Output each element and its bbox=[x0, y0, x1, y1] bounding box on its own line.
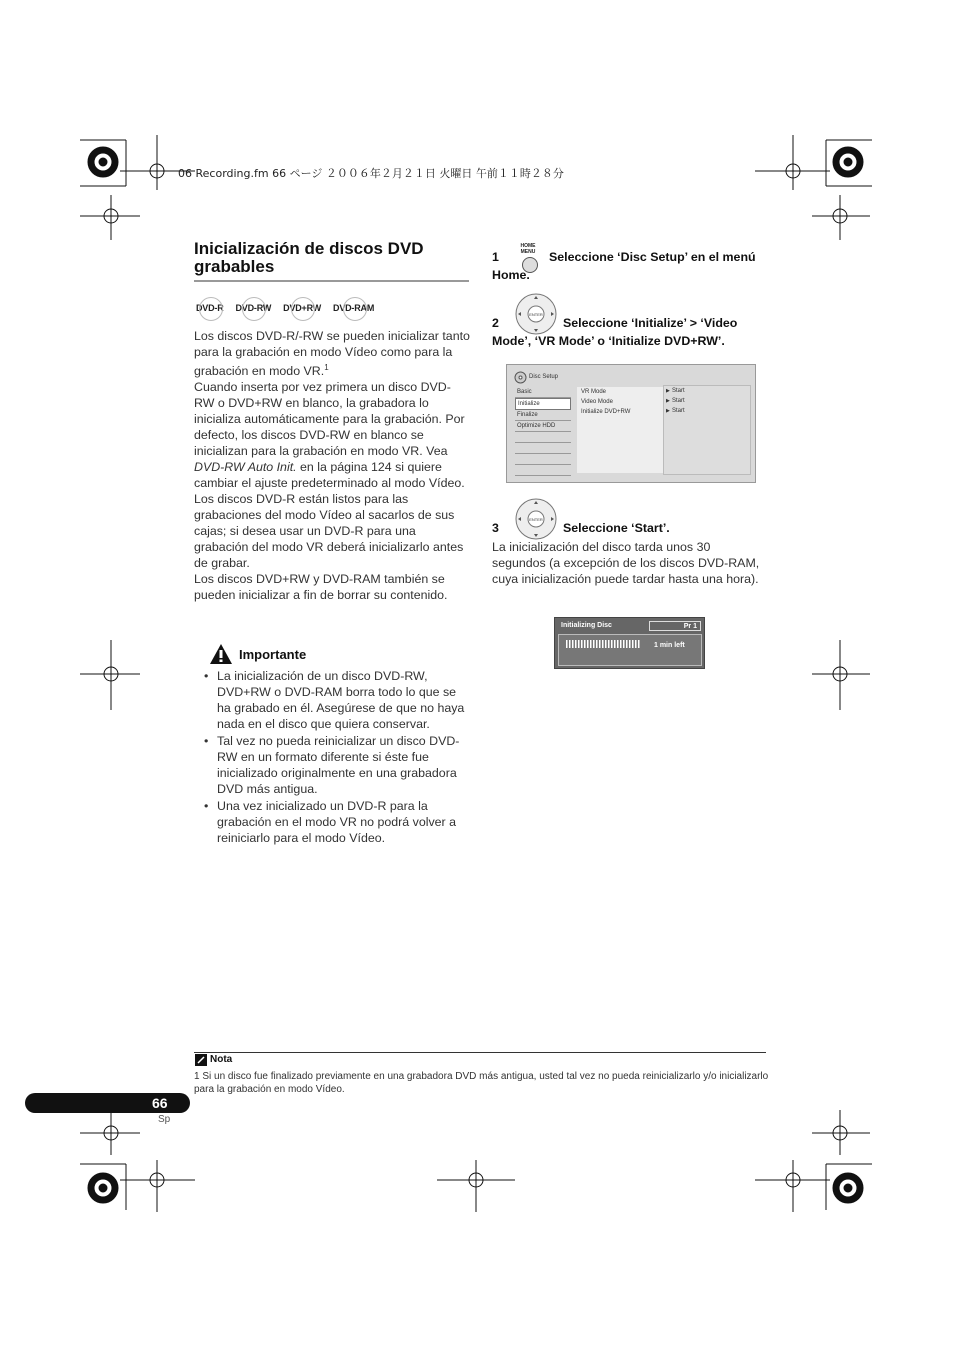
disc-setup-icon bbox=[514, 371, 527, 384]
start-button[interactable]: ▶ Start bbox=[664, 386, 750, 396]
nota-label: Nota bbox=[210, 1054, 233, 1065]
step-3-description: La inicialización del disco tarda unos 30 segundos (a excepción de los discos DVD-RAM, cuya inicialización puede tardar hasta una hora). bbox=[492, 540, 760, 586]
progress-bar bbox=[566, 640, 640, 648]
page-number: 66 bbox=[152, 1095, 168, 1111]
footnote: 1 Si un disco fue finalizado previamente en una grabadora DVD más antigua, usted tal vez no pueda reinicializarlo y/o inicializarlo para la grabación en modo Vídeo. bbox=[194, 1071, 769, 1095]
menu-item-initialize[interactable]: Initialize bbox=[515, 398, 571, 410]
screen-title: Disc Setup bbox=[529, 374, 559, 380]
list-item: • Una vez inicializado un DVD-R para la grabación en el modo VR no podrá volver a reiniciarlo para el modo Vídeo. bbox=[204, 798, 472, 846]
option-vr-mode[interactable]: VR Mode bbox=[581, 389, 607, 395]
hand-warning-icon bbox=[209, 643, 233, 665]
start-actions bbox=[663, 385, 751, 475]
program-indicator: Pr 1 bbox=[649, 621, 701, 631]
initializing-disc-screen bbox=[554, 617, 705, 669]
option-video-mode[interactable]: Video Mode bbox=[581, 399, 613, 405]
initialize-options bbox=[577, 387, 663, 473]
badge-dvd-plus-rw: DVD+RW bbox=[283, 303, 322, 313]
intro-paragraph-1: Los discos DVD-R/-RW se pueden inicializar tanto para la grabación en modo Vídeo como para la grabación en modo VR.$^1$ bbox=[194, 329, 470, 379]
intro-paragraph-4: Los discos DVD+RW y DVD-RAM también se pueden inicializar a fin de borrar su contenido. bbox=[194, 572, 448, 603]
important-label: Importante bbox=[239, 647, 307, 662]
section-title: Inicialización de discos DVD grabables bbox=[194, 239, 424, 276]
title-divider bbox=[194, 280, 469, 282]
step-3: 3 Seleccione ‘Start’. bbox=[492, 521, 670, 535]
badge-dvd-r: DVD-R bbox=[196, 303, 224, 313]
menu-item-basic[interactable]: Basic bbox=[515, 387, 571, 398]
menu-item-finalize[interactable]: Finalize bbox=[515, 410, 571, 421]
time-left: 1 min left bbox=[654, 642, 685, 649]
intro-paragraph-2: Cuando inserta por vez primera un disco DVD-RW o DVD+RW en blanco, la grabadora lo inicializa automáticamente para la grabación. Por defecto, los discos DVD-RW en blanco se inicializan para la grabación en modo VR. Vea DVD-RW Auto Init. en la página 124 si quiere cambiar el ajuste predeterminado al modo Vídeo. bbox=[194, 380, 465, 491]
initializing-label: Initializing Disc bbox=[561, 622, 612, 629]
start-button[interactable]: ▶ Start bbox=[664, 406, 750, 416]
list-item: • La inicialización de un disco DVD-RW, DVD+RW o DVD-RAM borra todo lo que se ha grabado en él. Asegúrese de que no haya nada en el disco que quiera conservar. bbox=[204, 668, 472, 732]
badge-dvd-rw: DVD-RW bbox=[235, 303, 272, 313]
running-header: 06 Recording.fm 66 ページ ２００６年２月２１日 火曜日 午前１１時２８分 bbox=[178, 167, 564, 180]
start-button[interactable]: ▶ Start bbox=[664, 396, 750, 406]
step-1: 1 Seleccione ‘Disc Setup’ en el menú Home. bbox=[492, 250, 756, 282]
disc-type-badges bbox=[194, 303, 376, 313]
svg-text:ENTER: ENTER bbox=[529, 312, 543, 317]
crossref-dvd-rw-auto-init: DVD-RW Auto Init. bbox=[194, 460, 297, 475]
home-menu-button-icon: HOME MENU bbox=[515, 243, 543, 273]
svg-text:ENTER: ENTER bbox=[529, 517, 543, 522]
intro-text bbox=[194, 328, 470, 603]
menu-item-optimize-hdd[interactable]: Optimize HDD bbox=[515, 421, 571, 432]
note-pencil-icon bbox=[195, 1054, 207, 1066]
step-2: 2 Seleccione ‘Initialize’ > ‘Video Mode’, ‘VR Mode’ o ‘Initialize DVD+RW’. bbox=[492, 316, 738, 348]
important-list bbox=[204, 668, 472, 847]
disc-setup-screen bbox=[506, 364, 756, 483]
disc-setup-menu bbox=[515, 387, 571, 476]
nota-divider bbox=[194, 1052, 766, 1053]
intro-paragraph-3: Los discos DVD-R están listos para las grabaciones del modo Vídeo al sacarlos de sus cajas; si desea usar un DVD-R para una grabación del modo VR deberá inicializarlo antes de grabar. bbox=[194, 492, 464, 571]
option-initialize-dvd-rw[interactable]: Initialize DVD+RW bbox=[581, 409, 631, 415]
list-item: • Tal vez no pueda reinicializar un disco DVD-RW en un formato diferente si éste fue inicializado originalmente en una grabadora DVD más antigua. bbox=[204, 733, 472, 797]
progress-panel bbox=[558, 634, 702, 666]
page-language: Sp bbox=[158, 1114, 171, 1125]
badge-dvd-ram: DVD-RAM bbox=[333, 303, 375, 313]
